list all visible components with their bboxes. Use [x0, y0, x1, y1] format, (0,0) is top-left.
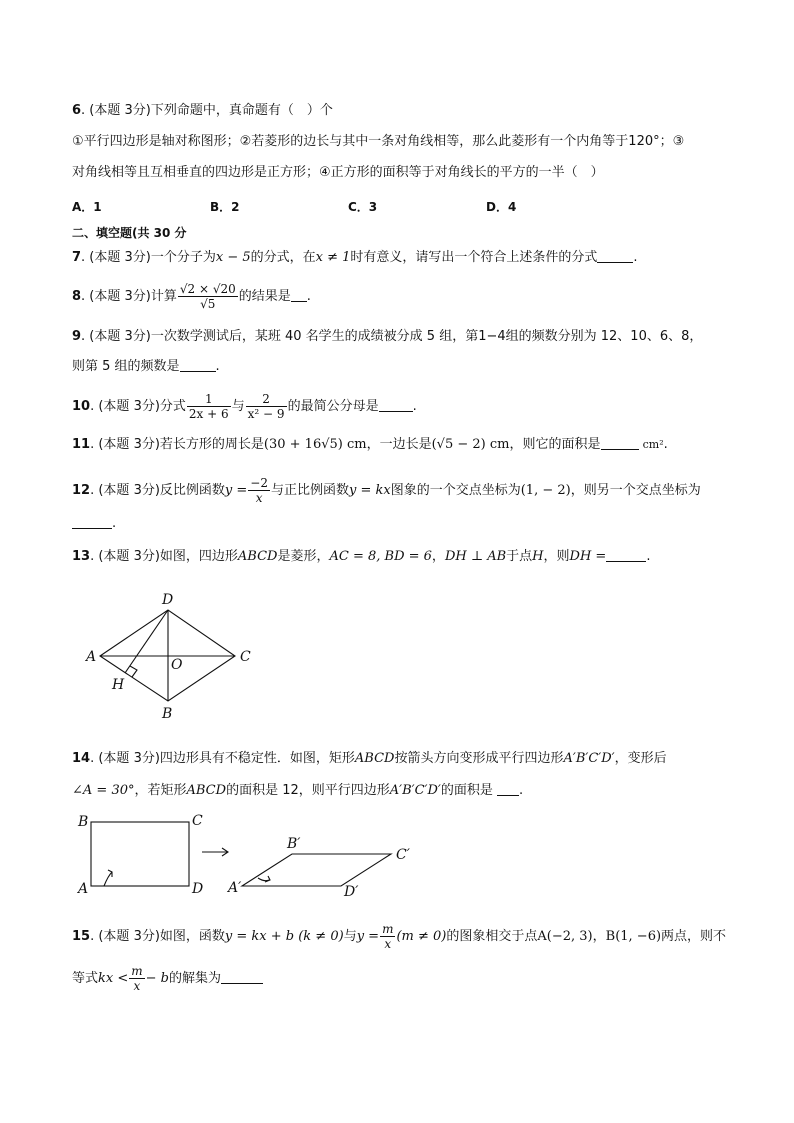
question-number: 6 [72, 103, 82, 118]
question-text: ，则它的面积是 [509, 437, 601, 452]
question-text: . [306, 289, 311, 304]
question-text: 是菱形， [277, 549, 330, 564]
fraction [178, 282, 238, 311]
math-expr: (√5 − 2) cm [431, 437, 510, 452]
question-text: ，若矩形 [134, 783, 187, 798]
question-text: . [519, 783, 524, 798]
question-text: 等式 [72, 971, 99, 986]
unit-label: cm² [642, 438, 664, 451]
math-expr: DH = [569, 549, 607, 564]
label-h: H [112, 677, 125, 693]
question-text: 对角线相等且互相垂直的四边形是正方形；④正方形的面积等于对角线长的平方的一半（ ） [72, 165, 604, 180]
question-text: . [215, 359, 220, 374]
label-a-prime: A′ [228, 880, 242, 896]
math-expr: ∠A = 30° [72, 783, 135, 798]
question-text: 的分式，在 [250, 250, 316, 265]
rotation-arrow-right [258, 878, 269, 881]
math-expr: (30 + 16√5) cm [263, 437, 367, 452]
question-6-line3 [72, 162, 732, 184]
answer-blank[interactable] [180, 357, 216, 372]
math-expr: y = kx [349, 483, 391, 498]
math-expr: DH ⊥ AB [444, 549, 507, 564]
question-15 [72, 922, 732, 951]
answer-blank[interactable] [72, 514, 112, 529]
question-8 [72, 282, 732, 311]
question-text: 的图象相交于点 [446, 929, 538, 944]
question-12 [72, 476, 732, 505]
rhombus-figure [80, 588, 270, 723]
numerator: −2 [250, 476, 268, 490]
question-text: 的面积是 12，则平行四边形 [226, 783, 390, 798]
denominator: 2x + 6 [188, 407, 229, 421]
section-heading: 二、填空题(共 30 分 [72, 226, 187, 240]
fraction [380, 922, 395, 951]
math-expr: kx < [98, 971, 129, 986]
question-text: . (本题 3分)计算 [81, 289, 177, 304]
question-text: . (本题 3分)如图，函数 [90, 929, 225, 944]
question-text: ，则另一个交点坐标为 [570, 483, 701, 498]
math-expr: y = [224, 483, 248, 498]
question-number: 14 [72, 751, 91, 766]
question-text: . (本题 3分)若长方形的周长是 [90, 437, 264, 452]
numerator: m [131, 964, 143, 978]
parallelogram-a2b2c2d2 [242, 854, 391, 886]
answer-blank[interactable] [606, 547, 646, 562]
question-text: 按箭头方向变形成平行四边形 [394, 751, 564, 766]
question-6-options [72, 198, 672, 218]
question-text: . (本题 3分)四边形具有不稳定性．如图，矩形 [90, 751, 355, 766]
question-12-line2 [72, 513, 732, 535]
option-c[interactable]: C．3 [348, 200, 378, 214]
label-c: C [240, 649, 251, 665]
denominator: x [384, 937, 392, 951]
math-expr: A′B′C′D′ [389, 783, 441, 798]
rectangle-parallelogram-figure [72, 808, 432, 900]
math-expr: x − 5 [215, 250, 251, 265]
denominator: x² − 9 [247, 407, 285, 421]
question-text: . [646, 549, 651, 564]
question-text: 则第 5 组的频数是 [72, 359, 180, 374]
denominator: x [255, 491, 263, 505]
answer-blank[interactable] [597, 248, 633, 263]
fraction [248, 476, 270, 505]
label-c: C [192, 813, 203, 829]
question-text: . (本题 3分)一次数学测试后，某班 40 名学生的成绩被分成 5 组，第1−4组的频数分别为 12、10、6、8， [81, 329, 703, 344]
question-15-line2 [72, 964, 732, 993]
answer-blank[interactable] [497, 781, 519, 796]
question-text: . [633, 250, 638, 265]
numerator: m [382, 922, 394, 936]
question-text: . (本题 3分)如图，四边形 [90, 549, 238, 564]
answer-blank[interactable] [291, 287, 307, 302]
numerator: 2 [246, 392, 287, 407]
label-c-prime: C′ [396, 847, 410, 863]
question-text: 的结果是 [238, 289, 291, 304]
question-text: 时有意义，请写出一个符合上述条件的分式 [350, 250, 598, 265]
question-number: 8 [72, 289, 82, 304]
label-o: O [171, 657, 183, 673]
label-d: D [162, 592, 174, 608]
question-9-line2 [72, 356, 732, 378]
question-text: 图象的一个交点坐标为 [390, 483, 521, 498]
question-text: . [412, 399, 417, 414]
label-b-prime: B′ [287, 836, 301, 852]
segment-dh [125, 610, 168, 673]
question-text: . (本题 3分)反比例函数 [90, 483, 225, 498]
question-10 [72, 392, 732, 421]
math-expr: x ≠ 1 [315, 250, 351, 265]
option-d[interactable]: D．4 [486, 200, 517, 214]
question-text: 的解集为 [169, 971, 222, 986]
question-6-stem [72, 100, 732, 122]
question-14-line2 [72, 780, 732, 802]
question-text: 与正比例函数 [270, 483, 349, 498]
answer-blank[interactable] [601, 435, 639, 450]
math-expr: y = kx + b (k ≠ 0) [224, 929, 344, 944]
answer-blank[interactable] [221, 969, 263, 984]
rotation-arrow-left [104, 872, 112, 886]
math-expr: A(−2, 3) [537, 929, 593, 944]
question-text: ，则 [543, 549, 570, 564]
math-expr: y = [356, 929, 380, 944]
question-text: ，变形后 [614, 751, 667, 766]
math-expr: B(1, −6) [605, 929, 662, 944]
numerator: √2 × √20 [179, 282, 236, 296]
question-text: ，一边长是 [366, 437, 432, 452]
question-text: 与 [343, 929, 357, 944]
question-text: 两点，则不 [661, 929, 727, 944]
question-7 [72, 247, 732, 269]
label-a: A [78, 881, 89, 897]
fraction [187, 392, 231, 421]
denominator: √5 [200, 297, 216, 311]
label-b: B [162, 706, 173, 722]
question-number: 11 [72, 437, 91, 452]
question-text: ①平行四边形是轴对称图形；②若菱形的边长与其中一条对角线相等，那么此菱形有一个内角等于120°；③ [72, 134, 685, 149]
label-b: B [78, 814, 89, 830]
math-expr: ABCD [237, 549, 278, 564]
question-text: 的最简公分母是 [287, 399, 379, 414]
question-number: 12 [72, 483, 91, 498]
question-number: 7 [72, 250, 82, 265]
question-text: 与 [231, 399, 245, 414]
math-expr: − b [145, 971, 169, 986]
question-number: 9 [72, 329, 82, 344]
math-expr: ABCD [186, 783, 227, 798]
option-b[interactable]: B．2 [210, 200, 240, 214]
question-text: ， [431, 549, 445, 564]
math-expr: ABCD [354, 751, 395, 766]
label-a: A [86, 649, 97, 665]
math-expr: AC = 8, BD = 6 [329, 549, 432, 564]
question-number: 10 [72, 399, 91, 414]
right-angle-mark [130, 666, 137, 677]
question-text: . (本题 3分)分式 [90, 399, 186, 414]
question-text: . (本题 3分)下列命题中，真命题有（ ）个 [81, 103, 333, 118]
question-text: . (本题 3分)一个分子为 [81, 250, 216, 265]
question-6-line2 [72, 131, 732, 153]
label-d-prime: D′ [344, 884, 359, 900]
question-text: ， [592, 929, 606, 944]
math-expr: (m ≠ 0) [396, 929, 447, 944]
question-text: . [663, 437, 668, 452]
option-a[interactable]: A．1 [72, 200, 102, 214]
rectangle-abcd [91, 822, 189, 886]
question-14 [72, 748, 732, 770]
answer-blank[interactable] [379, 397, 413, 412]
label-d: D [192, 881, 204, 897]
question-13 [72, 546, 732, 568]
question-11 [72, 434, 732, 456]
question-number: 13 [72, 549, 91, 564]
question-text: 的面积是 [440, 783, 493, 798]
question-number: 15 [72, 929, 91, 944]
question-text: . [112, 516, 117, 531]
math-expr: (1, − 2) [520, 483, 571, 498]
question-text: 于点 [506, 549, 533, 564]
math-expr: H [532, 549, 544, 564]
fraction [246, 392, 287, 421]
fraction [129, 964, 144, 993]
question-9 [72, 326, 732, 348]
math-expr: A′B′C′D′ [563, 751, 615, 766]
numerator: 1 [187, 392, 231, 407]
denominator: x [133, 979, 141, 993]
